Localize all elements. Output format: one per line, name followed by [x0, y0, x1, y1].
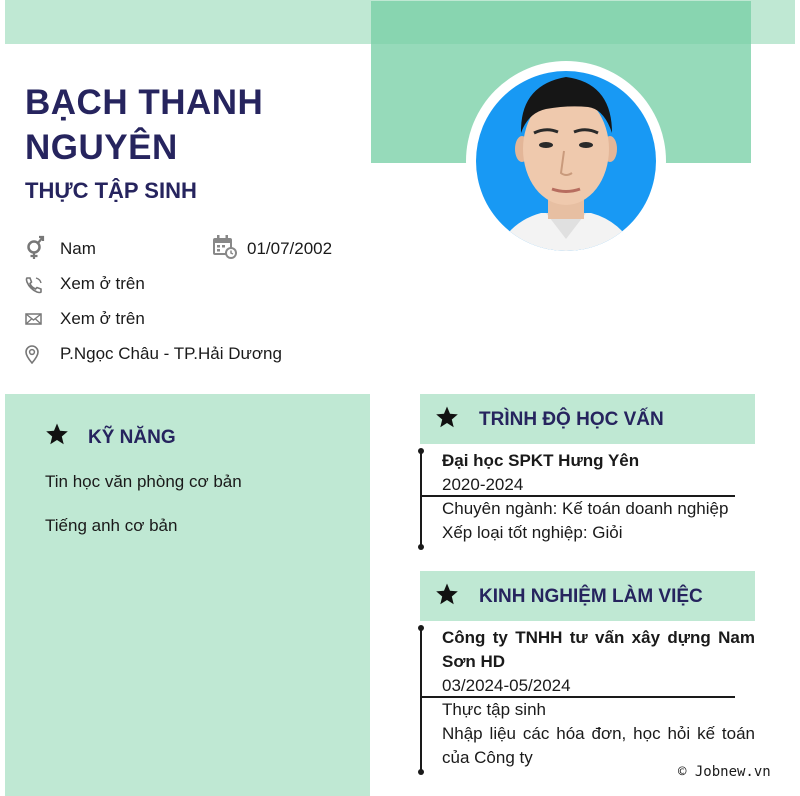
- experience-title: KINH NGHIỆM LÀM VIỆC: [479, 586, 703, 607]
- candidate-name: [25, 80, 365, 170]
- school-name: Đại học SPKT Hưng Yên: [442, 451, 640, 470]
- company-name: Công ty TNHH tư vấn xây dựng Nam Sơn HD: [442, 628, 755, 671]
- star-icon: [435, 405, 459, 429]
- avatar: [476, 71, 656, 251]
- email-value: Xem ở trên: [60, 309, 145, 328]
- avatar-portrait: [476, 71, 656, 251]
- phone-icon: [24, 275, 44, 295]
- name-line-1: BẠCH THANH: [25, 83, 264, 122]
- calendar-icon: [212, 234, 238, 260]
- skills-panel: [5, 394, 370, 796]
- education-title: TRÌNH ĐỘ HỌC VẤN: [479, 409, 664, 430]
- gender-value: Nam: [60, 239, 96, 258]
- star-icon: [45, 422, 69, 446]
- timeline-line: [420, 451, 422, 547]
- experience-description: Nhập liệu các hóa đơn, học hỏi kế toán của Công ty: [442, 724, 755, 767]
- address-value: P.Ngọc Châu - TP.Hải Dương: [60, 344, 282, 363]
- timeline-line: [420, 628, 422, 772]
- education-major: Chuyên ngành: Kế toán doanh nghiệp: [442, 499, 729, 518]
- star-icon: [435, 582, 459, 606]
- copyright-text: © Jobnew.vn: [678, 764, 771, 780]
- name-line-2: NGUYÊN: [25, 128, 178, 167]
- gender-icon: [24, 234, 46, 260]
- education-period: 2020-2024: [442, 475, 524, 494]
- experience-role: Thực tập sinh: [442, 700, 546, 719]
- skill-item: Tiếng anh cơ bản: [45, 516, 178, 535]
- birthday-value: 01/07/2002: [247, 239, 333, 258]
- skills-title: KỸ NĂNG: [88, 427, 176, 448]
- phone-value: Xem ở trên: [60, 274, 145, 293]
- job-title: THỰC TẬP SINH: [25, 178, 197, 203]
- experience-period: 03/2024-05/2024: [442, 676, 571, 695]
- location-pin-icon: [24, 344, 44, 364]
- timeline-dot: [418, 769, 424, 775]
- education-grade: Xếp loại tốt nghiệp: Giỏi: [442, 523, 623, 542]
- envelope-icon: [24, 311, 44, 331]
- skill-item: Tin học văn phòng cơ bản: [45, 472, 242, 491]
- timeline-dot: [418, 544, 424, 550]
